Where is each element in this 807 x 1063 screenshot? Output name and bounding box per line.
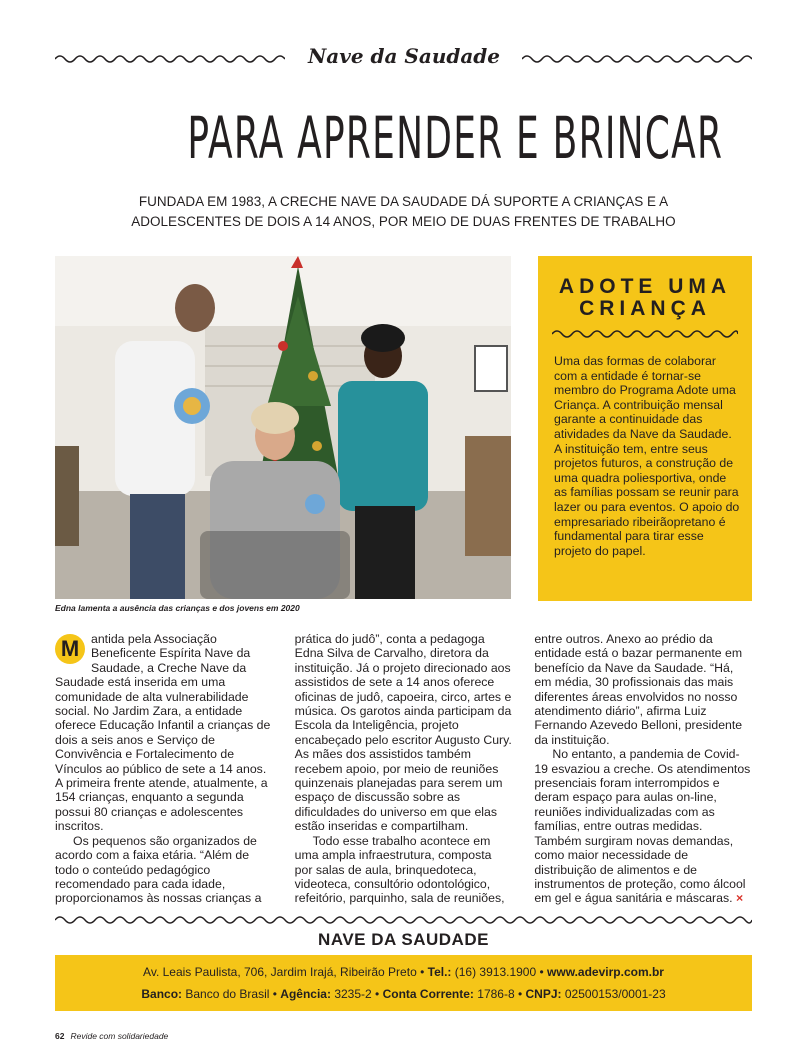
footer-org-name: NAVE DA SAUDADE	[318, 930, 489, 949]
article-paragraph-4	[534, 747, 752, 905]
agency-label: Agência:	[280, 987, 331, 1001]
sidebar-text: Uma das formas de colaborar com a entidade é tornar-se membro do Programa Adote uma Criança. A contribuição mensal garante a continuidade das atividades da Nave da Saudade. A instituição tem, entre seus projetos futuros, a construção de uma quadra poliesportiva, onde as famílias possam se reunir para lazer ou para eventos. O apoio do empresariado ribeirãopretano é fundamental para tirar esse projeto do papel.	[554, 354, 740, 558]
sidebar-box	[538, 256, 752, 601]
cnpj-label: CNPJ:	[525, 987, 562, 1001]
photo-illustration	[55, 256, 511, 599]
article-paragraph-3: Todo esse trabalho acontece em uma ampla infraestrutura, composta por salas de aula, brinquedoteca, videoteca, consultório odontológico, refeitório, parquinho, sala de reuniões, entre outros. Anexo ao prédio da entidade está o bazar permanente em benefício da Nave da Saudade. “Há, em média, 30 profissionais das mais diferentes áreas envolvidos no nosso atendimento diário”, afirma Luiz Fernando Azevedo Belloni, presidente da instituição.	[294, 632, 743, 906]
article-paragraph-4-text: No entanto, a pandemia de Covid-19 esvaziou a creche. Os atendimentos presenciais foram interrompidos e deram espaço para aulas on-line, reuniões individualizadas com as famílias, entre outras medidas. Também surgiram novas demandas, como maior necessidade de distribuição de alimentos e de instrumentos de proteção, como álcool em gel e água sanitária e máscaras.	[534, 747, 751, 906]
bank-line: Banco: Banco do Brasil • Agência: 3235-2 • Conta Corrente: 1786-8 • CNPJ: 02500153/0001-23	[141, 987, 666, 1001]
section-kicker-row	[55, 44, 752, 74]
contact-line: Av. Leais Paulista, 706, Jardim Irajá, Ribeirão Preto • Tel.: (16) 3913.1900 • www.adevirp.com.br	[143, 965, 664, 979]
dek-subtitle: FUNDADA EM 1983, A CRECHE NAVE DA SAUDADE DÁ SUPORTE A CRIANÇAS E A ADOLESCENTES DE DOIS A 14 ANOS, POR MEIO DE DUAS FRENTES DE TRABALHO	[131, 194, 676, 229]
sidebar-title-line2: CRIANÇA	[579, 297, 711, 320]
article-paragraph-2: Os pequenos são organizados de acordo com a faixa etária. “Além de todo o conteúdo pedagógico recomendado para cada idade, proporcionamos às nossas crianças a prática do judô”, conta a pedagoga Edna Silva de Carvalho, diretora da instituição. Já o projeto direcionado aos assistidos de sete a 14 anos oferece oficinas de judô, capoeira, circo, artes e música. Os garotos ainda participam da Escola da Inteligência, projeto encabeçado pelo escritor Augusto Cury. As mães dos assistidos também recebem apoio, por meio de reuniões quinzenais planejadas para serem um espaço de discussão sobre as dificuldades do universo em que elas estão inseridas e compartilham.	[55, 632, 512, 906]
account-label: Conta Corrente:	[382, 987, 474, 1001]
footer-wave-divider	[55, 914, 752, 926]
magazine-name: Revide com solidariedade	[70, 1031, 169, 1041]
bank-label: Banco:	[141, 987, 183, 1001]
address-text: Av. Leais Paulista, 706, Jardim Irajá, Ribeirão Preto	[143, 965, 417, 979]
article-paragraph-1	[55, 632, 273, 834]
article-paragraph-1-text: antida pela Associação Beneficente Espírita Nave da Saudade, a Creche Nave da Saudade está inserida em uma comunidade de alta vulnerabilidade social. No Jardim Zara, a entidade oferece Educação Infantil a crianças de dois a seis anos e Serviço de Convivência e Fortalecimento de Vínculos ao público de sete a 14 anos. A primeira frente atende, atualmente, a 154 crianças, enquanto a segunda possui 80 crianças e adolescentes inscritos.	[55, 632, 271, 834]
wave-divider-left	[55, 53, 285, 65]
tel-label: Tel.:	[427, 965, 452, 979]
page-number: 62	[55, 1031, 65, 1041]
photo-caption: Edna lamenta a ausência das crianças e dos jovens em 2020	[55, 603, 300, 613]
drop-cap: M	[55, 634, 85, 664]
account-value: 1786-8	[477, 987, 515, 1001]
page-folio	[55, 1031, 168, 1041]
section-kicker: Nave da Saudade	[307, 44, 501, 68]
wave-divider-right	[522, 53, 752, 65]
sidebar-wave-divider	[552, 328, 738, 340]
contact-info-band	[55, 955, 752, 1011]
article-body	[55, 632, 752, 910]
tel-value: (16) 3913.1900	[454, 965, 537, 979]
headline: PARA APRENDER E BRINCAR	[187, 104, 724, 172]
cnpj-value: 02500153/0001-23	[564, 987, 666, 1001]
bank-value: Banco do Brasil	[185, 987, 270, 1001]
article-photo	[55, 256, 511, 599]
end-of-article-icon: ×	[735, 891, 744, 906]
agency-value: 3235-2	[334, 987, 372, 1001]
website-link[interactable]: www.adevirp.com.br	[547, 965, 664, 979]
sidebar-title	[538, 276, 752, 320]
sidebar-title-line1: ADOTE UMA	[558, 275, 732, 298]
